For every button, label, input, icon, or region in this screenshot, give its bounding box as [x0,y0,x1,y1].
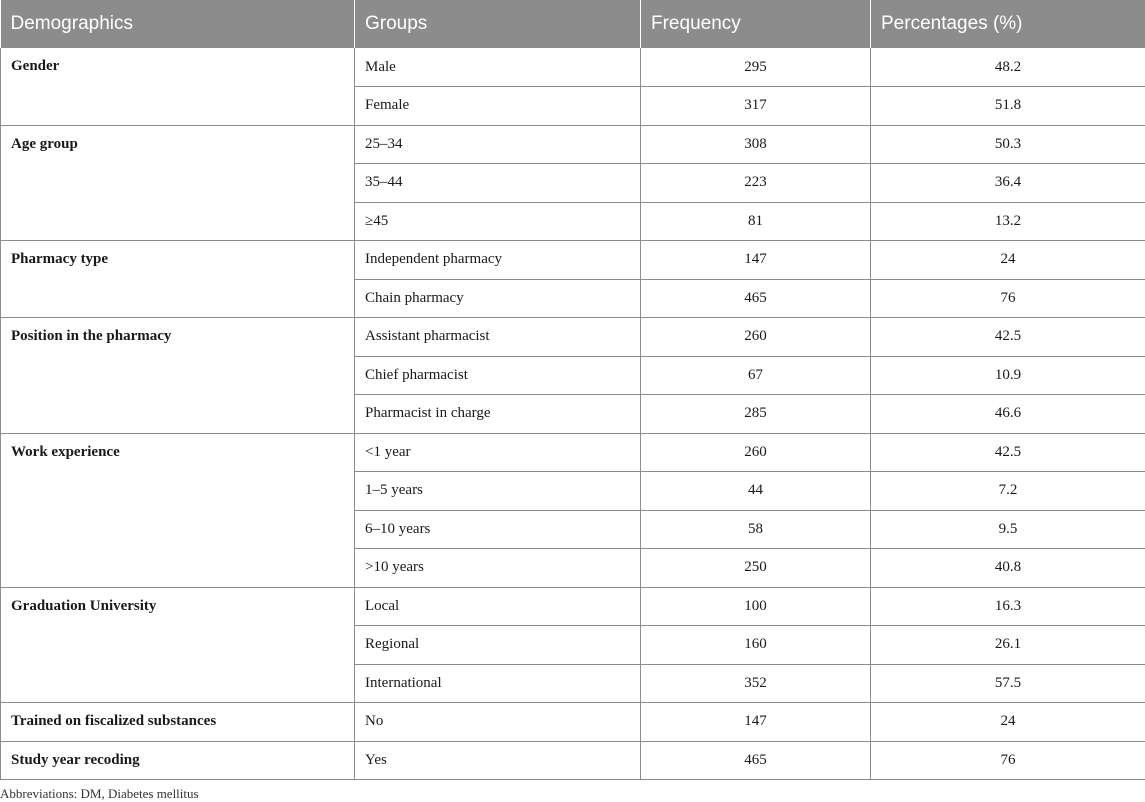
percentage-cell: 36.4 [871,164,1145,203]
percentage-cell: 24 [871,241,1145,280]
group-cell: Male [355,48,641,87]
frequency-cell: 160 [641,626,871,665]
percentage-cell: 26.1 [871,626,1145,665]
percentage-cell: 9.5 [871,510,1145,549]
category-cell: Study year recoding [1,741,355,780]
frequency-cell: 260 [641,433,871,472]
table-row [1,741,1145,780]
percentage-cell: 46.6 [871,395,1145,434]
group-cell: >10 years [355,549,641,588]
group-cell: Chain pharmacy [355,279,641,318]
table-row [1,587,1145,626]
group-cell: <1 year [355,433,641,472]
frequency-cell: 465 [641,741,871,780]
group-cell: Female [355,87,641,126]
frequency-cell: 285 [641,395,871,434]
header-demographics: Demographics [1,0,355,48]
frequency-cell: 147 [641,703,871,742]
group-cell: Assistant pharmacist [355,318,641,357]
category-cell: Age group [1,125,355,241]
table-row [1,241,1145,280]
percentage-cell: 40.8 [871,549,1145,588]
group-cell: 25–34 [355,125,641,164]
group-cell: ≥45 [355,202,641,241]
category-cell: Work experience [1,433,355,587]
frequency-cell: 44 [641,472,871,511]
group-cell: Chief pharmacist [355,356,641,395]
group-cell: Yes [355,741,641,780]
category-cell: Graduation University [1,587,355,703]
table-row [1,433,1145,472]
percentage-cell: 42.5 [871,318,1145,357]
percentage-cell: 57.5 [871,664,1145,703]
header-groups: Groups [355,0,641,48]
group-cell: 6–10 years [355,510,641,549]
percentage-cell: 76 [871,741,1145,780]
group-cell: Independent pharmacy [355,241,641,280]
group-cell: Regional [355,626,641,665]
table-body [1,48,1145,780]
frequency-cell: 250 [641,549,871,588]
group-cell: International [355,664,641,703]
category-cell: Position in the pharmacy [1,318,355,434]
percentage-cell: 51.8 [871,87,1145,126]
table-row [1,125,1145,164]
category-cell: Gender [1,48,355,125]
frequency-cell: 223 [641,164,871,203]
frequency-cell: 58 [641,510,871,549]
group-cell: 1–5 years [355,472,641,511]
table-row [1,318,1145,357]
frequency-cell: 67 [641,356,871,395]
percentage-cell: 48.2 [871,48,1145,87]
percentage-cell: 24 [871,703,1145,742]
frequency-cell: 295 [641,48,871,87]
table-row [1,703,1145,742]
frequency-cell: 147 [641,241,871,280]
category-cell: Trained on fiscalized substances [1,703,355,742]
category-cell: Pharmacy type [1,241,355,318]
frequency-cell: 465 [641,279,871,318]
group-cell: 35–44 [355,164,641,203]
percentage-cell: 10.9 [871,356,1145,395]
group-cell: Pharmacist in charge [355,395,641,434]
frequency-cell: 317 [641,87,871,126]
percentage-cell: 76 [871,279,1145,318]
percentage-cell: 7.2 [871,472,1145,511]
table-row [1,48,1145,87]
header-percentages: Percentages (%) [871,0,1145,48]
table-header [1,0,1145,48]
group-cell: Local [355,587,641,626]
frequency-cell: 260 [641,318,871,357]
frequency-cell: 81 [641,202,871,241]
percentage-cell: 16.3 [871,587,1145,626]
percentage-cell: 42.5 [871,433,1145,472]
frequency-cell: 100 [641,587,871,626]
header-frequency: Frequency [641,0,871,48]
frequency-cell: 308 [641,125,871,164]
percentage-cell: 50.3 [871,125,1145,164]
header-row [1,0,1145,48]
table-footnote: Abbreviations: DM, Diabetes mellitus [0,786,199,801]
frequency-cell: 352 [641,664,871,703]
percentage-cell: 13.2 [871,202,1145,241]
group-cell: No [355,703,641,742]
